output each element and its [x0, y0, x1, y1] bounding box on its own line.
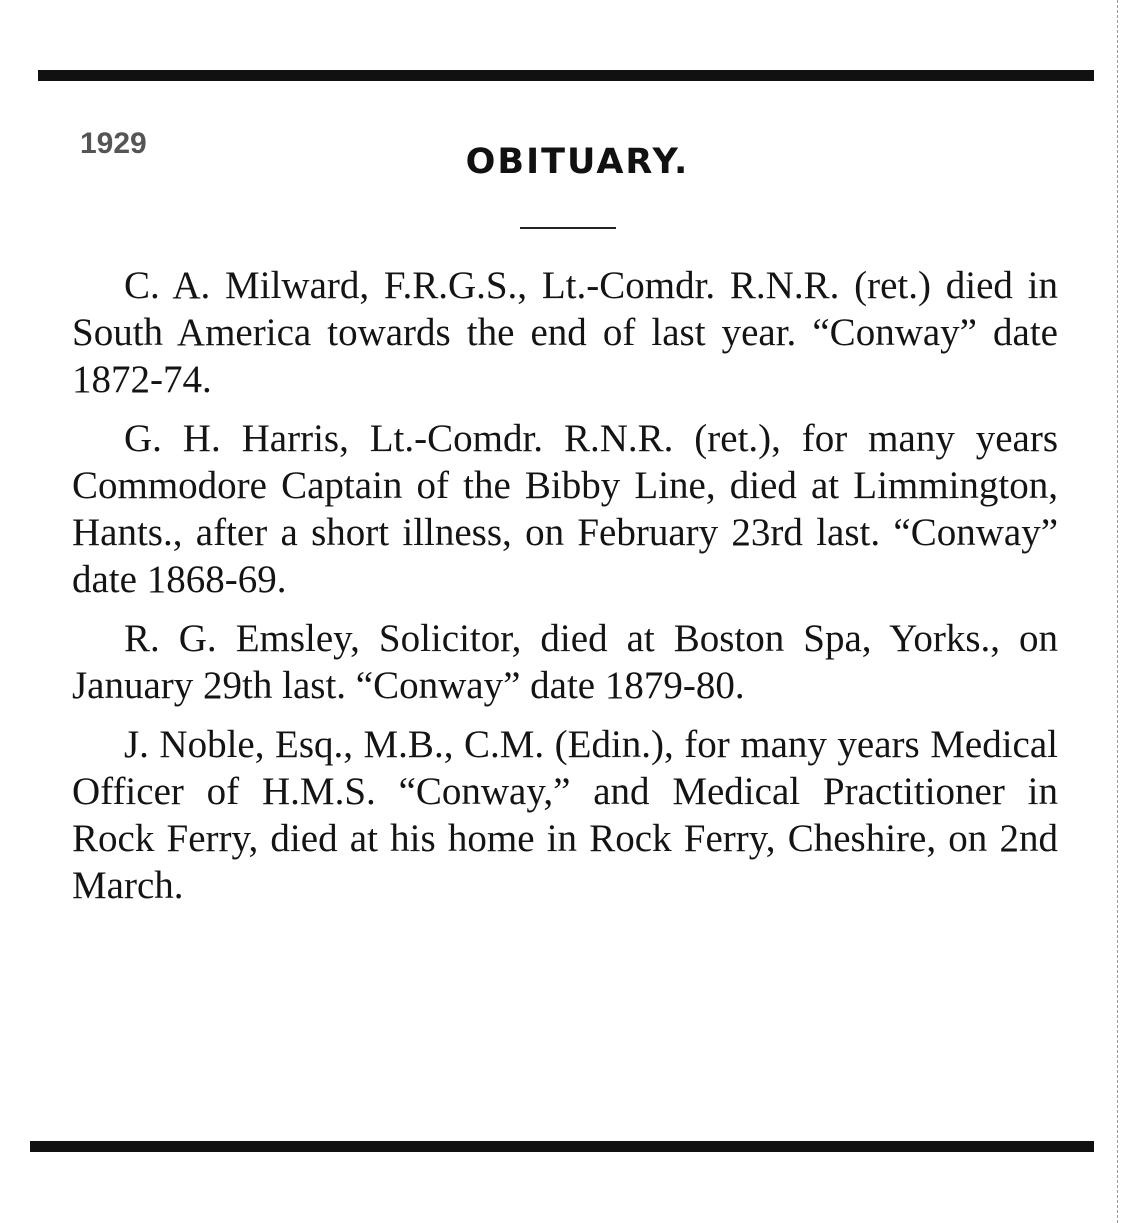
obituary-entry-milward: C. A. Milward, F.R.G.S., Lt.-Comdr. R.N.R. (ret.) died in South America towards the end of last year. “Conway” date 1872-74.: [72, 264, 1058, 401]
bottom-rule: [30, 1141, 1094, 1152]
obituary-list: [72, 262, 1058, 921]
obituary-entry-noble: J. Noble, Esq., M.B., C.M. (Edin.), for many years Medical Officer of H.M.S. “Conway,” and Medical Practitioner in Rock Ferry, died at his home in Rock Ferry, Cheshire, on 2nd March.: [72, 723, 1058, 907]
scan-edge-line: [1117, 0, 1119, 1223]
page-title: OBITUARY.: [465, 142, 690, 182]
year-label: 1929: [80, 127, 147, 160]
top-rule: [38, 70, 1094, 81]
title-divider: [520, 227, 616, 229]
obituary-entry-emsley: R. G. Emsley, Solicitor, died at Boston Spa, Yorks., on January 29th last. “Conway” date 1879-80.: [72, 617, 1058, 707]
obituary-entry-harris: G. H. Harris, Lt.-Comdr. R.N.R. (ret.), for many years Commodore Captain of the Bibby Line, died at Limmington, Hants., after a short illness, on February 23rd last. “Conway” date 1868-69.: [72, 417, 1058, 601]
